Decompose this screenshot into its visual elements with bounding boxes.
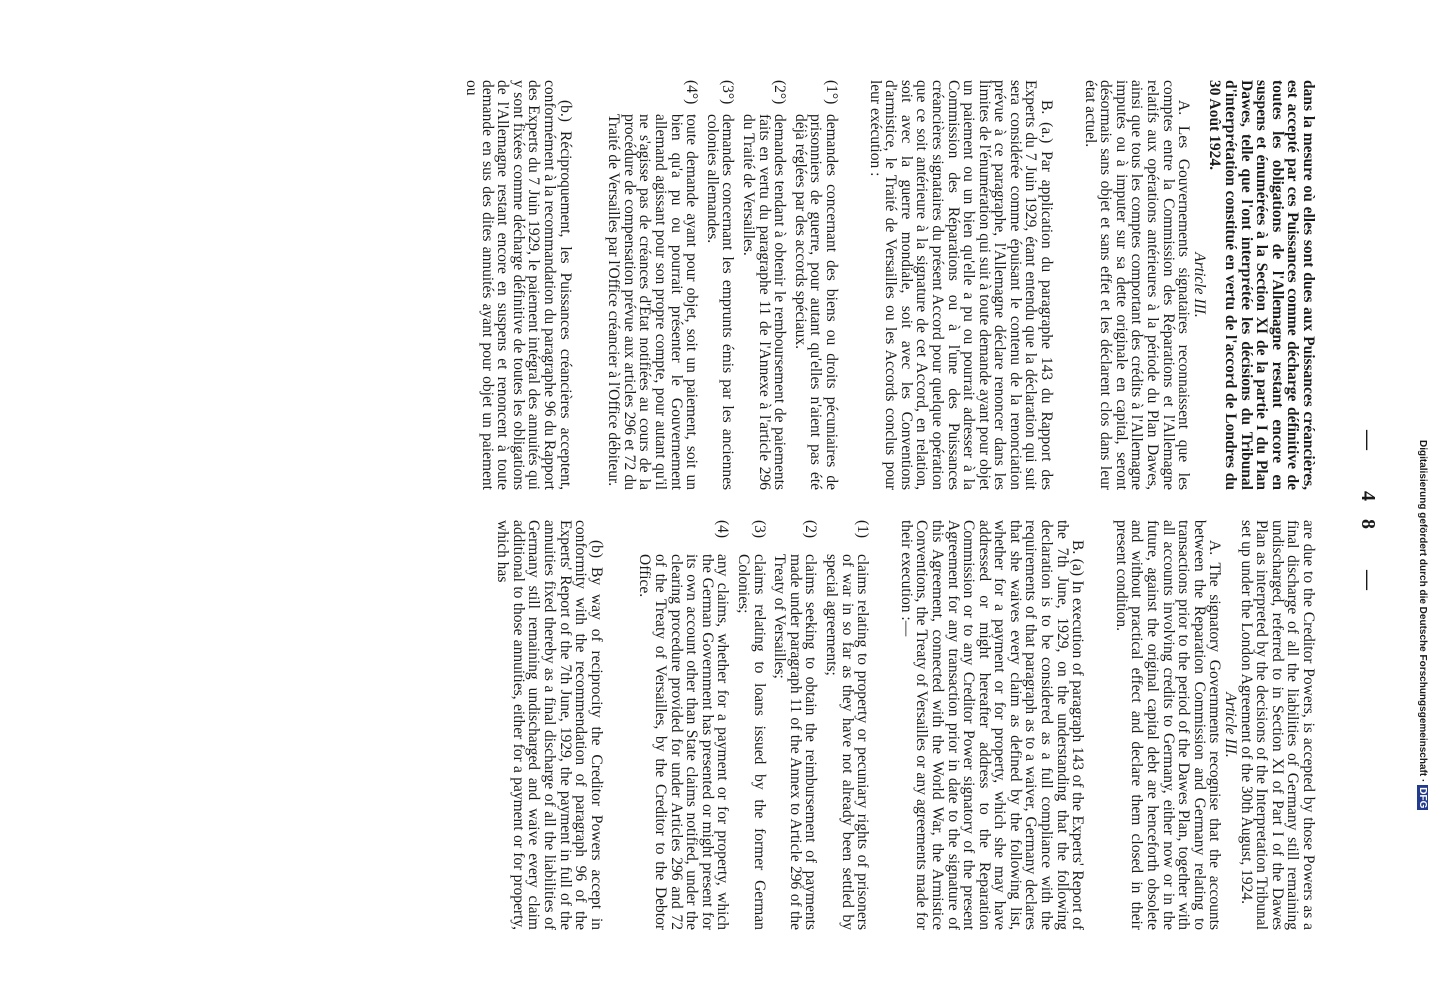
english-item-text: claims relating to loans issued by the former German Colonies;	[735, 554, 768, 930]
english-article-heading: Article III.	[1222, 692, 1240, 758]
french-item-text: demandes concernant les emprunts émis par les anciennes colonies allemandes.	[703, 114, 737, 490]
french-item-number: (1°)	[822, 80, 840, 105]
english-paragraph-b: B. (a) In execution of paragraph 143 of the Experts' Report of the 7th June, 1929, on the understanding that the following declaration is to be considered as a full compliance with the requirements of that paragraph as to a waiver, Germany declares that she waives every claim as defined by the following list, whether for a payment or for property, which she may have addressed or might hereafter address to the Reparation Commission or to any Creditor Power signatory of the present Agreement for any transaction prior in date to the signature of this Agreement, connected with the World War, the Armistice Conventions, the Treaty of Versailles or any agreements made for their execution :—	[897, 520, 1087, 930]
french-item-text: toute demande ayant pour objet, soit un paiement, soit un bien qu'a pu ou pourrait présenter le Gouvernement allemand agissant pour son propre compte, pour autant qu'il ne s'agisse pas de créances d'État notifiées au cours de la procédure de compensation prévue aux articles 296 et 72 du Traité de Versailles par l'Office créancier à l'Office débiteur.	[605, 114, 701, 490]
english-list-item	[823, 520, 870, 930]
french-list-item	[704, 80, 735, 490]
french-intro: dans la mesure où elles sont dues aux Puissances créancières, est accepté par ces Puissances comme décharge définitive de toutes les obligations de l'Allemagne restant encore en suspens et énumérées à la Section XI de la partie I du Plan Dawes, telle que l'ont interprétée les décisions du Tribunal d'interprétation constitué en vertu de l'accord de Londres du 30 Août 1924.	[1206, 80, 1317, 490]
french-list-item	[606, 80, 700, 490]
english-item-text: any claims, whether for a payment or for property, which the German Government has presented or might present for its own account other than State claims notified, under the clearing procedure provided for under Articles 296 and 72 of the Treaty of Versailles, by the Creditor to the Debtor Office.	[636, 554, 732, 930]
english-paragraph-b2: (b) By way of reciprocity the Creditor Powers accept in conformity with the recommendation of paragraph 96 of the Experts' Report of the 7th June, 1929, the payment in full of the annuities fixed thereby as a final discharge of all the liabilities of Germany still remaining undischarged and waive every claim additional to those annuities, either for a payment or for property, which has	[494, 520, 605, 930]
english-item-number: (2)	[802, 520, 820, 539]
french-paragraph-b2: (b.) Réciproquement, les Puissances créancières acceptent, conformément à la recommandation du paragraphe 96 du Rapport des Experts du 7 Juin 1929, le paiement intégral des annuités qui y sont fixées comme décharge définitive de toutes les obligations de l'Allemagne restant encore en suspens et renoncent à toute demande en sus des dites annuités ayant pour objet un paiement ou	[463, 80, 574, 490]
french-article-heading: Article III.	[1190, 252, 1208, 318]
english-intro: are due to the Creditor Powers, is accepted by those Powers as a final discharge of all the liabilities of Germany still remaining undischarged, referred to in Section XI of Part I of the Dawes Plan as interpreted by the decisions of the Interpretation Tribunal set up under the London Agreement of the 30th August, 1924.	[1237, 520, 1317, 930]
digitization-notice	[1417, 440, 1428, 810]
english-item-text: claims relating to property or pecuniary rights of prisoners of war in so far as they have not already been settled by special agreements;	[822, 554, 872, 930]
french-list-item	[740, 80, 787, 490]
english-item-number: (4)	[714, 520, 732, 539]
french-item-number: (3°)	[719, 80, 737, 105]
english-item-number: (3)	[750, 520, 768, 539]
english-item-number: (1)	[854, 520, 872, 539]
english-paragraph-a: A. The signatory Governments recognise that the accounts between the Reparation Commission and Germany relating to transactions prior to the period of the Dawes Plan, together with all accounts involving credits to Germany, either now or in the future, against the original capital debt are henceforth obsolete and without practical effect and declare them closed in their present condition.	[1112, 520, 1224, 930]
french-paragraph-b: B. (a.) Par application du paragraphe 143 du Rapport des Experts du 7 Juin 1929, étant entendu que la déclaration qui suit sera considérée comme épuisant le contenu de la renonciation prévue à ce paragraphe, l'Allemagne déclare renoncer dans les limites de l'énumération qui suit à toute demande ayant pour objet un paiement ou un bien qu'elle a pu ou pourrait adresser à la Commission des Réparations ou à l'une des Puissances créancières signataires du présent Accord pour quelque opération que ce soit antérieure à la signature de cet Accord, en relation, soit avec la guerre mondiale, soit avec les Conventions d'armistice, le Traité de Versailles ou les Accords conclus pour leur exécution :	[866, 80, 1056, 490]
french-paragraph-a: A. Les Gouvernements signataires reconnaissent que les comptes entre la Commission des Réparations et l'Allemagne relatifs aux opérations antérieures à la période du Plan Dawes, ainsi que tous les comptes comportant des crédits à l'Allemagne imputés ou à imputer sur sa dette originale en capital, seront désormais sans objet et sans effet et les déclarent clos dans leur état actuel.	[1081, 80, 1193, 490]
french-column	[464, 80, 1317, 490]
english-item-text: claims seeking to obtain the reimbursement of payments made under paragraph 11 of the Annex to Article 296 of the Treaty of Versailles;	[771, 554, 820, 930]
french-item-number: (2°)	[771, 80, 789, 105]
french-list-item	[792, 80, 839, 490]
english-column	[495, 520, 1316, 930]
french-item-number: (4°)	[683, 80, 701, 105]
english-list-item	[735, 520, 766, 930]
french-item-text: demandes concernant des biens ou droits pécuniaires de prisonniers de guerre, pour autant qu'elles n'aient pas été déjà réglées par des accords spéciaux.	[791, 114, 840, 490]
english-list-item	[772, 520, 819, 930]
dfg-logo: DFG	[1417, 787, 1428, 809]
page-number: — 48 —	[1357, 430, 1379, 608]
english-list-item	[637, 520, 731, 930]
digitization-text: Digitalisierung gefördert durch die Deutsche Forschungsgemeinschaft ·	[1417, 440, 1428, 783]
french-item-text: demandes tendant à obtenir le remboursement de paiements faits en vertu du paragraphe 11 de l'Annexe à l'article 296 du Traité de Versailles.	[740, 114, 789, 490]
